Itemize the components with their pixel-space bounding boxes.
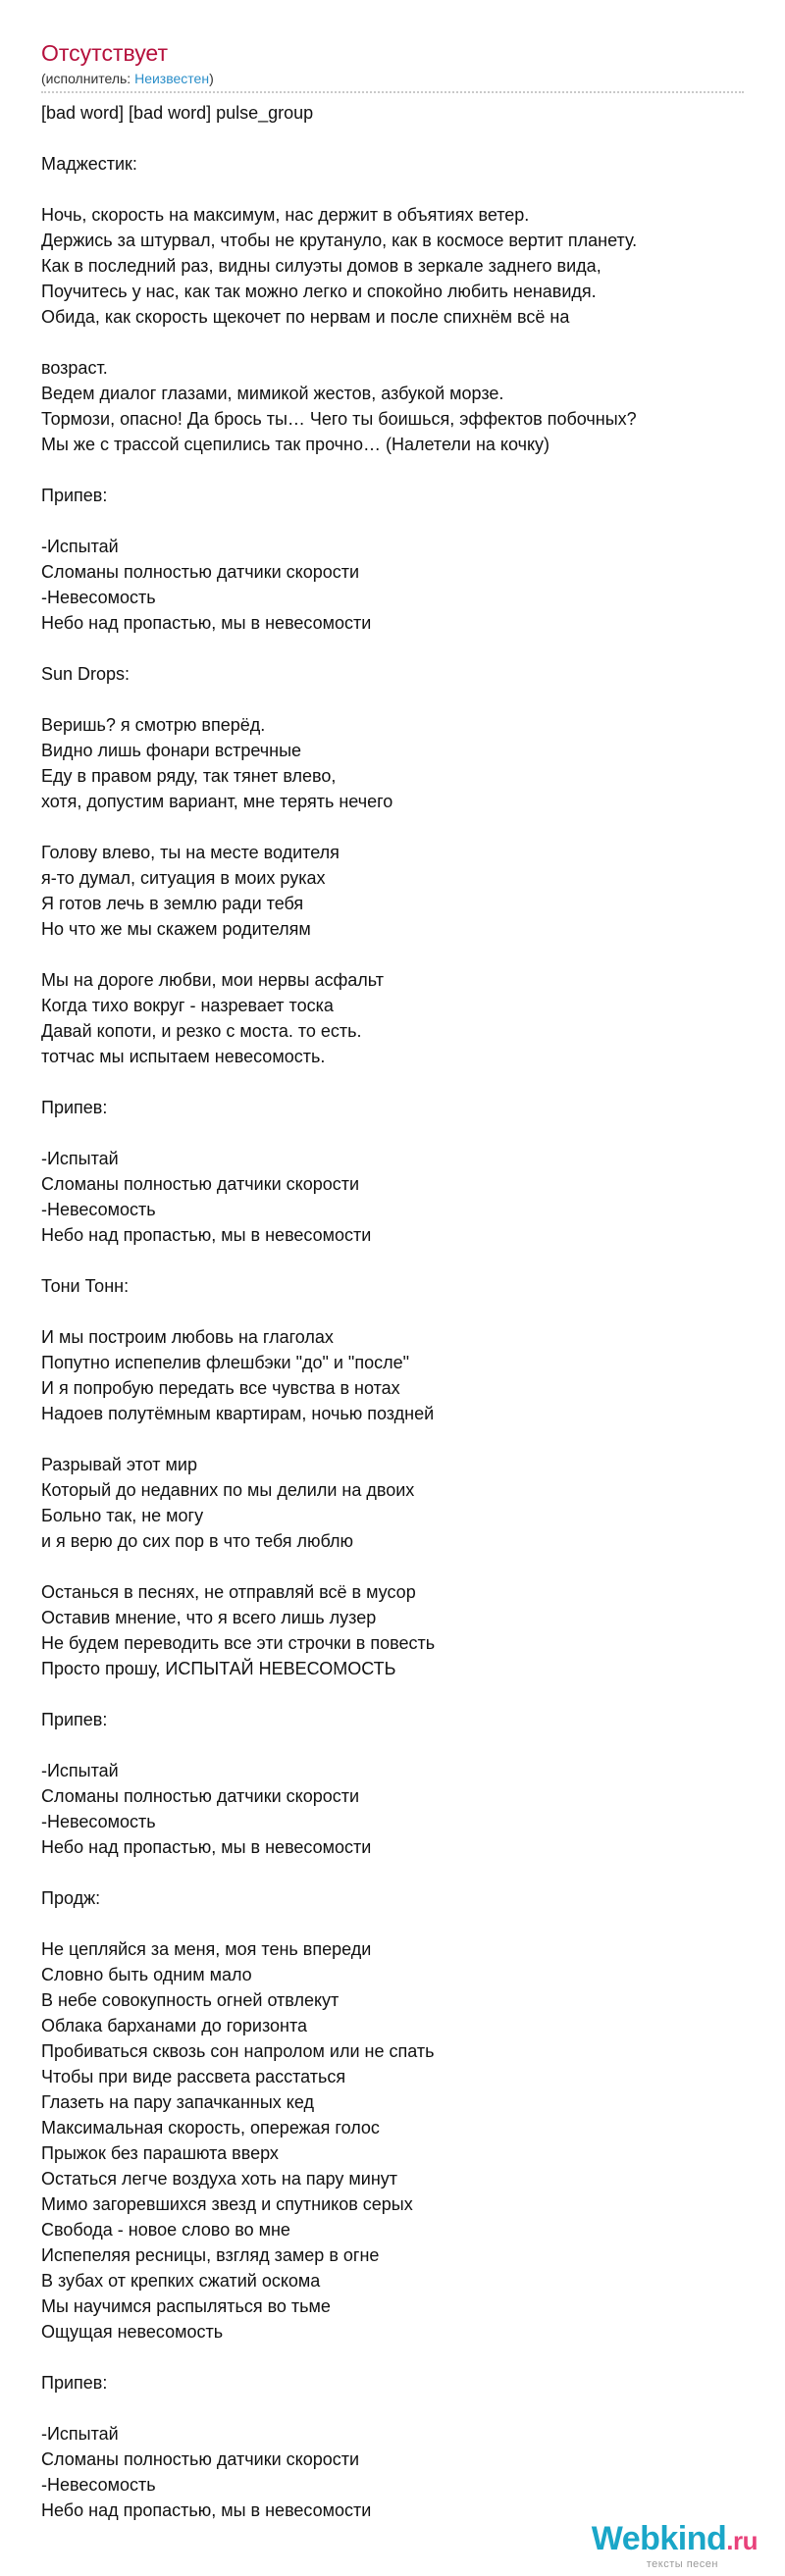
lyric-blank-line xyxy=(41,1911,744,1936)
lyric-line: Сломаны полностью датчики скорости xyxy=(41,2449,360,2469)
lyric-line: -Невесомость xyxy=(41,588,156,607)
lyric-line: Веришь? я смотрю вперёд. xyxy=(41,715,266,735)
artist-line xyxy=(41,70,744,87)
lyric-line: Тормози, опасно! Да брось ты… Чего ты боишься, эффектов побочных? xyxy=(41,409,637,429)
logo-tld: .ru xyxy=(726,2526,758,2555)
lyric-line: В зубах от крепких сжатий оскома xyxy=(41,2271,321,2291)
lyric-line: Небо над пропастью, мы в невесомости xyxy=(41,1225,372,1245)
lyric-line: В небе совокупность огней отвлекут xyxy=(41,1990,340,2010)
lyric-line: Припев: xyxy=(41,1098,108,1117)
lyric-line: Мимо загоревшихся звезд и спутников серых xyxy=(41,2194,413,2214)
lyric-line: Когда тихо вокруг - назревает тоска xyxy=(41,996,334,1015)
lyric-line: Остаться легче воздуха хоть на пару минут xyxy=(41,2169,398,2189)
lyric-line: Давай копоти, и резко с моста. то есть. xyxy=(41,1021,362,1041)
lyric-line: хотя, допустим вариант, мне терять нечего xyxy=(41,792,393,811)
lyric-line: Оставив мнение, что я всего лишь лузер xyxy=(41,1608,377,1627)
lyric-line: -Испытай xyxy=(41,2424,119,2444)
lyric-line: Сломаны полностью датчики скорости xyxy=(41,1174,360,1194)
lyric-line: Сломаны полностью датчики скорости xyxy=(41,1786,360,1806)
artist-prefix: (исполнитель: xyxy=(41,71,135,86)
lyric-line: Сломаны полностью датчики скорости xyxy=(41,562,360,582)
lyric-line: Тони Тонн: xyxy=(41,1276,130,1296)
lyric-line: Облака барханами до горизонта xyxy=(41,2016,308,2035)
lyric-blank-line xyxy=(41,126,744,151)
lyric-line: возраст. xyxy=(41,358,108,378)
lyric-line: Ночь, скорость на максимум, нас держит в объятиях ветер. xyxy=(41,205,530,225)
lyric-line: Но что же мы скажем родителям xyxy=(41,919,311,939)
lyric-line: Маджестик: xyxy=(41,154,137,174)
lyric-blank-line xyxy=(41,330,744,355)
logo-tagline: тексты песен xyxy=(646,2558,718,2570)
lyric-blank-line xyxy=(41,942,744,967)
lyric-line: Я готов лечь в землю ради тебя xyxy=(41,894,304,913)
lyric-line: Небо над пропастью, мы в невесомости xyxy=(41,613,372,633)
lyric-line: и я верю до сих пор в что тебя люблю xyxy=(41,1531,354,1551)
lyric-line: Поучитесь у нас, как так можно легко и спокойно любить ненавидя. xyxy=(41,282,597,301)
lyric-line: Как в последний раз, видны силуэты домов в зеркале заднего вида, xyxy=(41,256,602,276)
lyric-line: -Испытай xyxy=(41,1149,119,1168)
lyric-line: -Испытай xyxy=(41,537,119,556)
lyric-line: И мы построим любовь на глаголах xyxy=(41,1327,334,1347)
site-logo[interactable] xyxy=(522,2521,758,2570)
lyric-blank-line xyxy=(41,1681,744,1707)
lyric-line: Мы научимся распыляться во тьме xyxy=(41,2296,331,2316)
song-header xyxy=(41,39,744,93)
lyric-line: я-то думал, ситуация в моих руках xyxy=(41,868,326,888)
lyric-line: -Невесомость xyxy=(41,1812,156,1831)
lyric-line: Припев: xyxy=(41,486,108,505)
lyric-line: Не цепляйся за меня, моя тень впереди xyxy=(41,1939,372,1959)
lyric-line: Не будем переводить все эти строчки в повесть xyxy=(41,1633,436,1653)
lyric-line: Который до недавних по мы делили на двоих xyxy=(41,1480,415,1500)
lyric-blank-line xyxy=(41,1426,744,1452)
lyric-line: Припев: xyxy=(41,1710,108,1729)
artist-link[interactable]: Неизвестен xyxy=(134,71,210,86)
lyric-blank-line xyxy=(41,1299,744,1324)
lyric-line: Останься в песнях, не отправляй всё в мусор xyxy=(41,1582,416,1602)
lyric-line: Ощущая невесомость xyxy=(41,2322,224,2342)
lyric-line: И я попробую передать все чувства в нотах xyxy=(41,1378,400,1398)
lyric-line: Обида, как скорость щекочет по нервам и после спихнём всё на xyxy=(41,307,570,327)
lyric-blank-line xyxy=(41,636,744,661)
lyric-blank-line xyxy=(41,1860,744,1885)
lyric-line: Sun Drops: xyxy=(41,664,131,684)
lyric-blank-line xyxy=(41,1732,744,1758)
header-divider xyxy=(41,91,744,93)
lyric-blank-line xyxy=(41,687,744,712)
lyric-line: Голову влево, ты на месте водителя xyxy=(41,843,340,862)
lyric-blank-line xyxy=(41,814,744,840)
lyric-blank-line xyxy=(41,177,744,202)
lyric-blank-line xyxy=(41,457,744,483)
lyric-line: Мы же с трассой сцепились так прочно… (Налетели на кочку) xyxy=(41,435,550,454)
lyric-blank-line xyxy=(41,1120,744,1146)
logo-brand: Webkind xyxy=(591,2520,727,2557)
logo-wordmark xyxy=(522,2521,758,2558)
lyric-blank-line xyxy=(41,1554,744,1579)
lyric-line: Просто прошу, ИСПЫТАЙ НЕВЕСОМОСТЬ xyxy=(41,1659,396,1678)
lyric-line: Небо над пропастью, мы в невесомости xyxy=(41,2500,372,2520)
lyric-blank-line xyxy=(41,1069,744,1095)
lyric-blank-line xyxy=(41,508,744,534)
lyric-line: [bad word] [bad word] pulse_group xyxy=(41,103,314,123)
lyric-line: Чтобы при виде рассвета расстаться xyxy=(41,2067,346,2087)
lyric-line: Держись за штурвал, чтобы не крутануло, как в космосе вертит планету. xyxy=(41,231,638,250)
lyric-line: Максимальная скорость, опережая голос xyxy=(41,2118,380,2138)
lyric-line: Больно так, не могу xyxy=(41,1506,204,1525)
lyric-line: Пробиваться сквозь сон напролом или не спать xyxy=(41,2041,435,2061)
lyric-line: Словно быть одним мало xyxy=(41,1965,252,1984)
lyric-line: -Невесомость xyxy=(41,1200,156,1219)
lyric-blank-line xyxy=(41,1248,744,1273)
lyric-blank-line xyxy=(41,2344,744,2370)
lyric-line: Еду в правом ряду, так тянет влево, xyxy=(41,766,337,786)
lyric-line: Испепеляя ресницы, взгляд замер в огне xyxy=(41,2245,380,2265)
lyric-line: Попутно испепелив флешбэки "до" и "после" xyxy=(41,1353,409,1372)
lyric-line: -Испытай xyxy=(41,1761,119,1780)
lyric-blank-line xyxy=(41,2396,744,2421)
song-title: Отсутствует xyxy=(41,40,168,66)
lyric-line: Продж: xyxy=(41,1888,101,1908)
lyrics-text xyxy=(41,100,744,2523)
lyric-line: Разрывай этот мир xyxy=(41,1455,197,1474)
lyric-line: Надоев полутёмным квартирам, ночью поздней xyxy=(41,1404,435,1423)
lyric-line: Небо над пропастью, мы в невесомости xyxy=(41,1837,372,1857)
lyric-line: Ведем диалог глазами, мимикой жестов, азбукой морзе. xyxy=(41,384,504,403)
lyric-line: Видно лишь фонари встречные xyxy=(41,741,302,760)
lyric-line: Свобода - новое слово во мне xyxy=(41,2220,290,2240)
lyric-line: Прыжок без парашюта вверх xyxy=(41,2143,279,2163)
lyric-line: -Невесомость xyxy=(41,2475,156,2495)
lyric-line: тотчас мы испытаем невесомость. xyxy=(41,1047,326,1066)
lyric-line: Мы на дороге любви, мои нервы асфальт xyxy=(41,970,384,990)
lyric-line: Глазеть на пару запачканных кед xyxy=(41,2092,314,2112)
lyric-line: Припев: xyxy=(41,2373,108,2393)
artist-suffix: ) xyxy=(209,71,214,86)
